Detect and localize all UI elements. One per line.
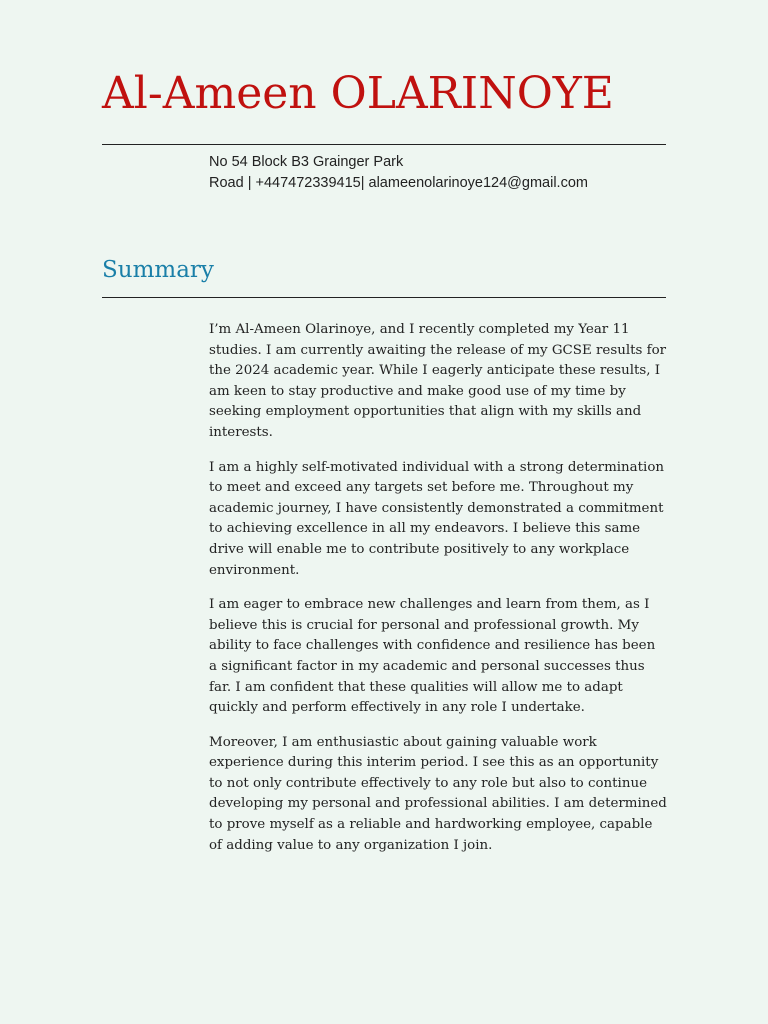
candidate-name: Al-Ameen OLARINOYE bbox=[102, 68, 614, 119]
summary-paragraph: Moreover, I am enthusiastic about gaining valuable work experience during this interim period. I see this as an opportunity to not only contribute effectively to any role but also to continue developing my personal and professional abilities. I am determined to prove myself as a reliable and hardworking employee, capable of adding value to any organization I join. bbox=[209, 734, 667, 853]
summary-paragraph: I am eager to embrace new challenges and learn from them, as I believe this is crucial for personal and professional growth. My ability to face challenges with confidence and resilience has been a significant factor in my academic and personal successes thus far. I am confident that these qualities will allow me to adapt quickly and perform effectively in any role I undertake. bbox=[209, 597, 656, 716]
summary-divider bbox=[102, 297, 666, 298]
summary-heading: Summary bbox=[102, 257, 214, 283]
contact-phone-email-line: Road | +447472339415| alameenolarinoye124@gmail.com bbox=[209, 175, 588, 191]
summary-paragraph: I’m Al-Ameen Olarinoye, and I recently completed my Year 11 studies. I am currently awaiting the release of my GCSE results for the 2024 academic year. While I eagerly anticipate these results, I am keen to stay productive and make good use of my time by seeking employment opportunities that align with my skills and interests. bbox=[209, 322, 667, 440]
summary-paragraph: I am a highly self-motivated individual with a strong determination to meet and exceed any targets set before me. Throughout my academic journey, I have consistently demonstrated a commitment to achieving excellence in all my endeavors. I believe this same drive will enable me to contribute positively to any workplace environment. bbox=[209, 459, 665, 578]
header-divider bbox=[102, 144, 666, 145]
summary-body bbox=[209, 320, 667, 870]
contact-info bbox=[209, 152, 629, 194]
contact-address-line: No 54 Block B3 Grainger Park bbox=[209, 154, 404, 170]
